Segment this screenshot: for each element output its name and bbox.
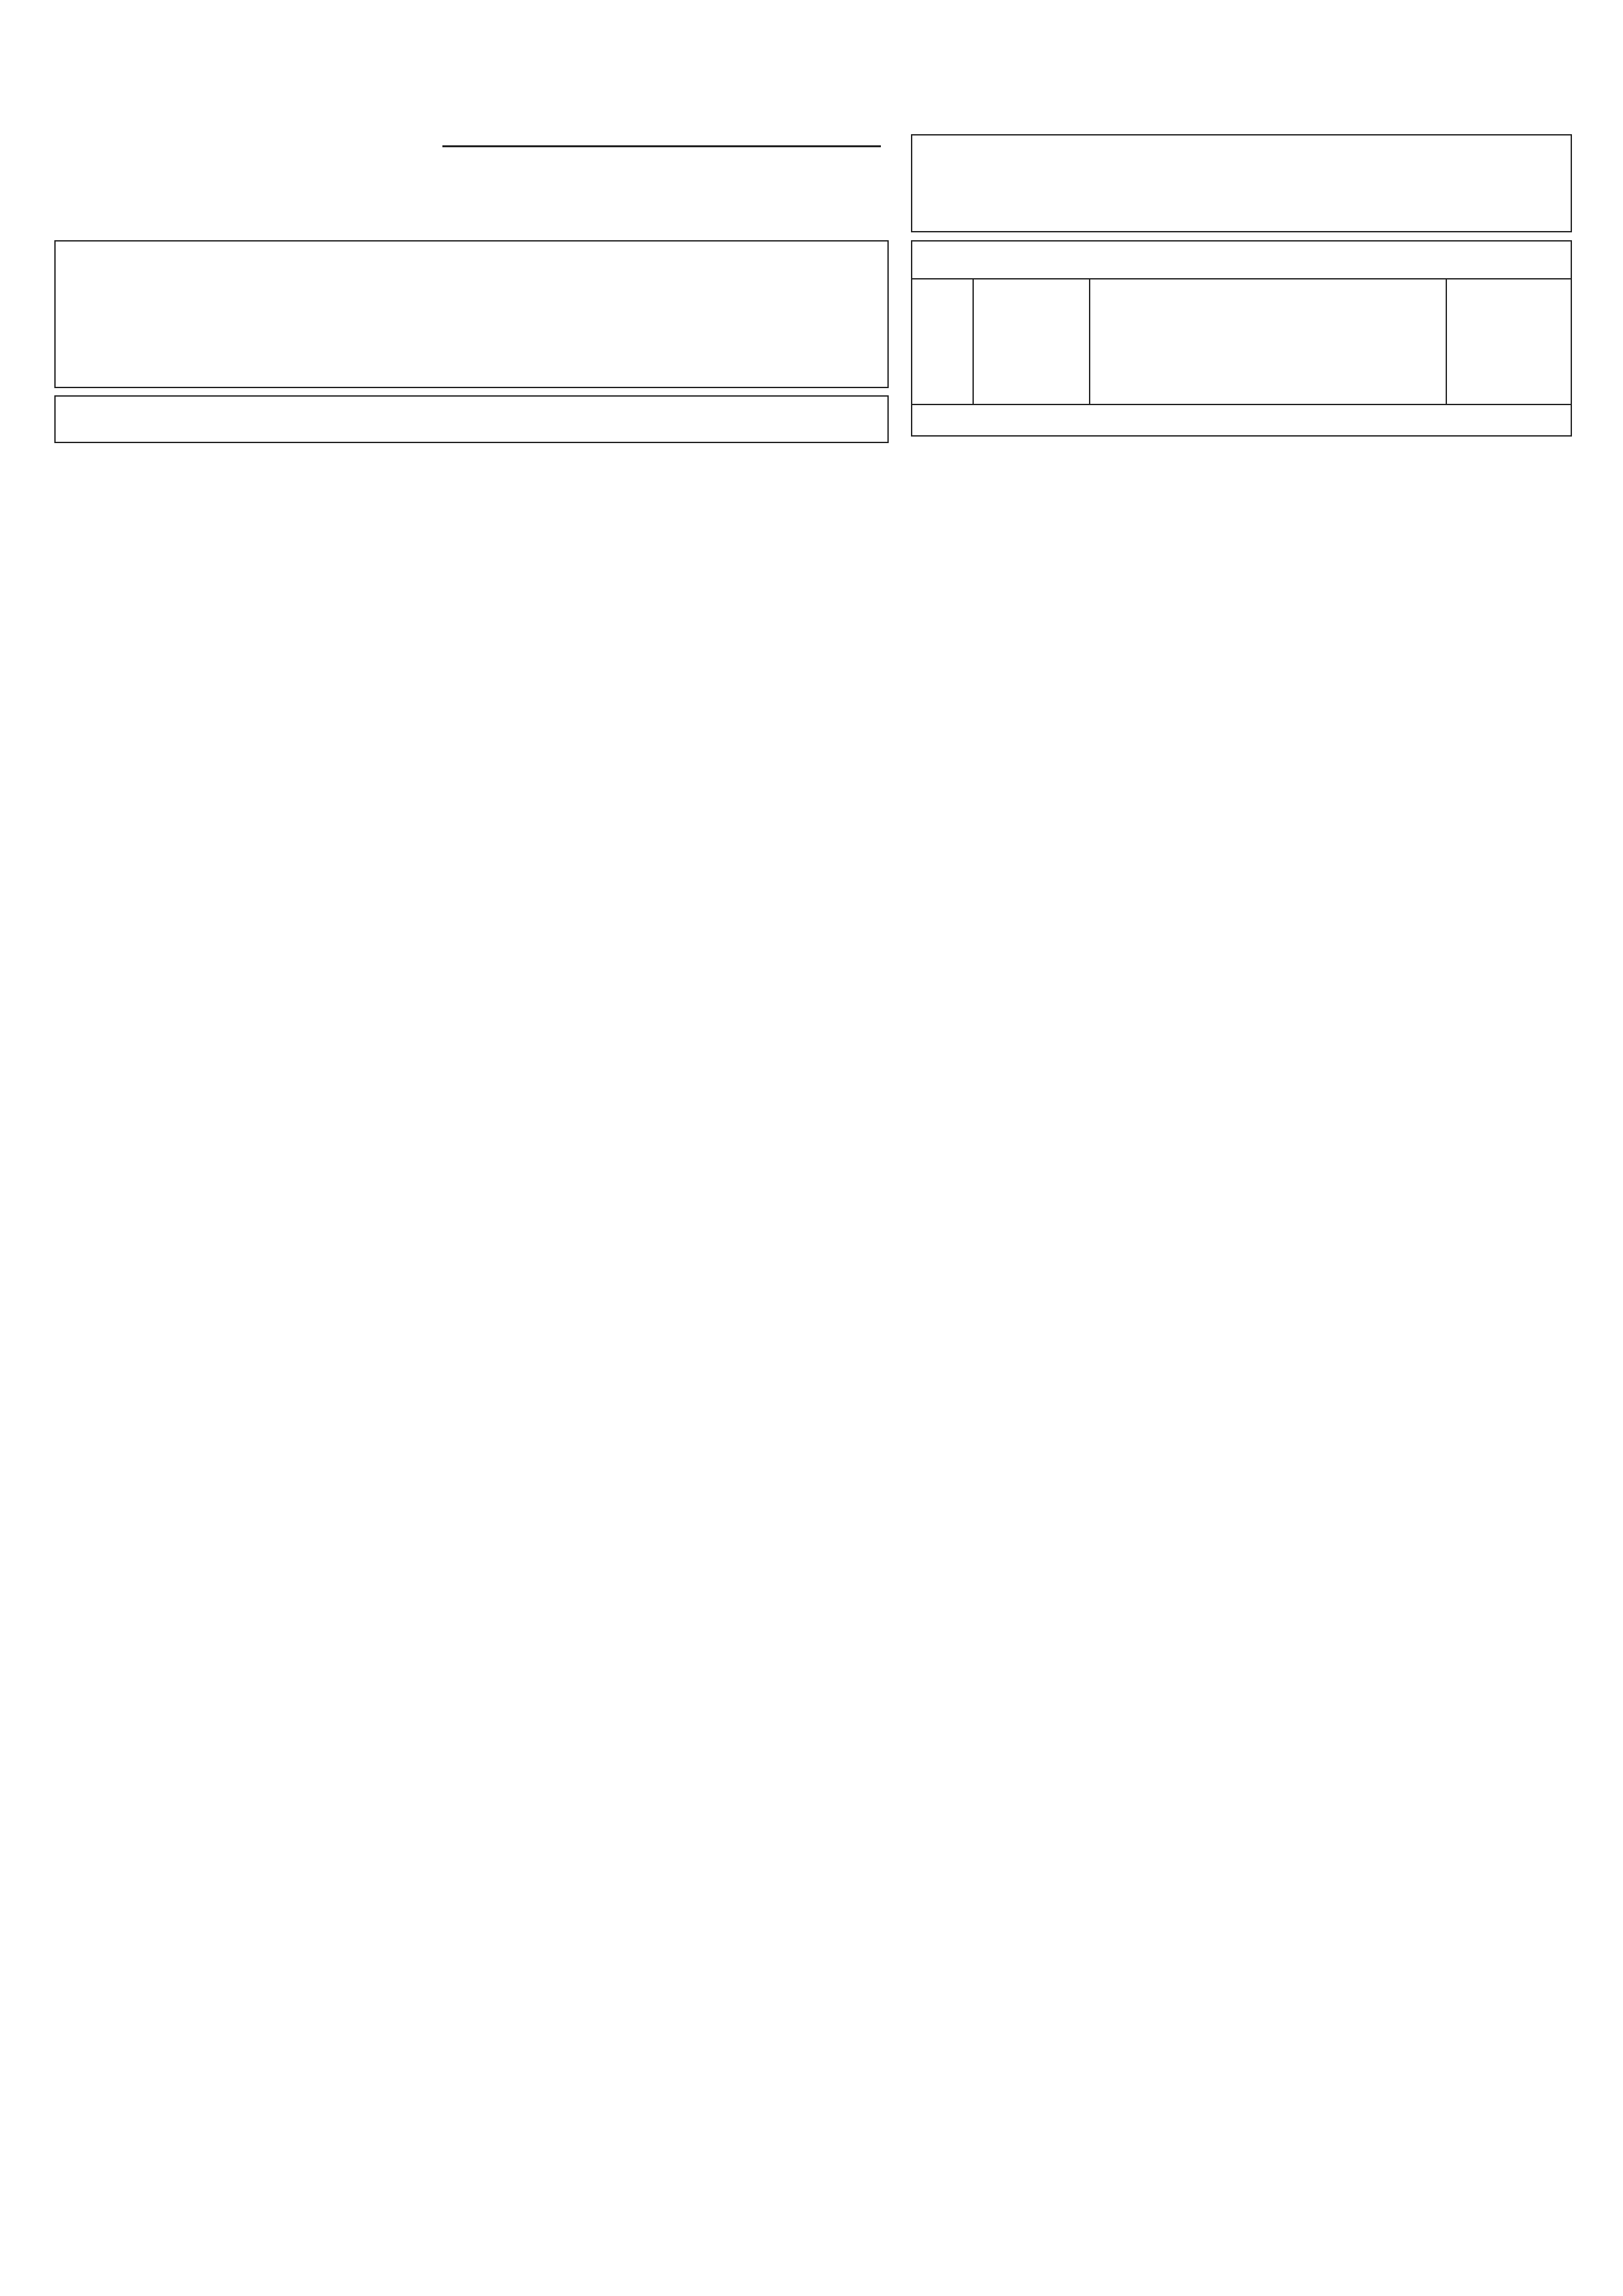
set-results	[911, 240, 1572, 437]
match-info	[54, 240, 889, 388]
referees	[54, 395, 889, 443]
final-score	[911, 134, 1572, 232]
